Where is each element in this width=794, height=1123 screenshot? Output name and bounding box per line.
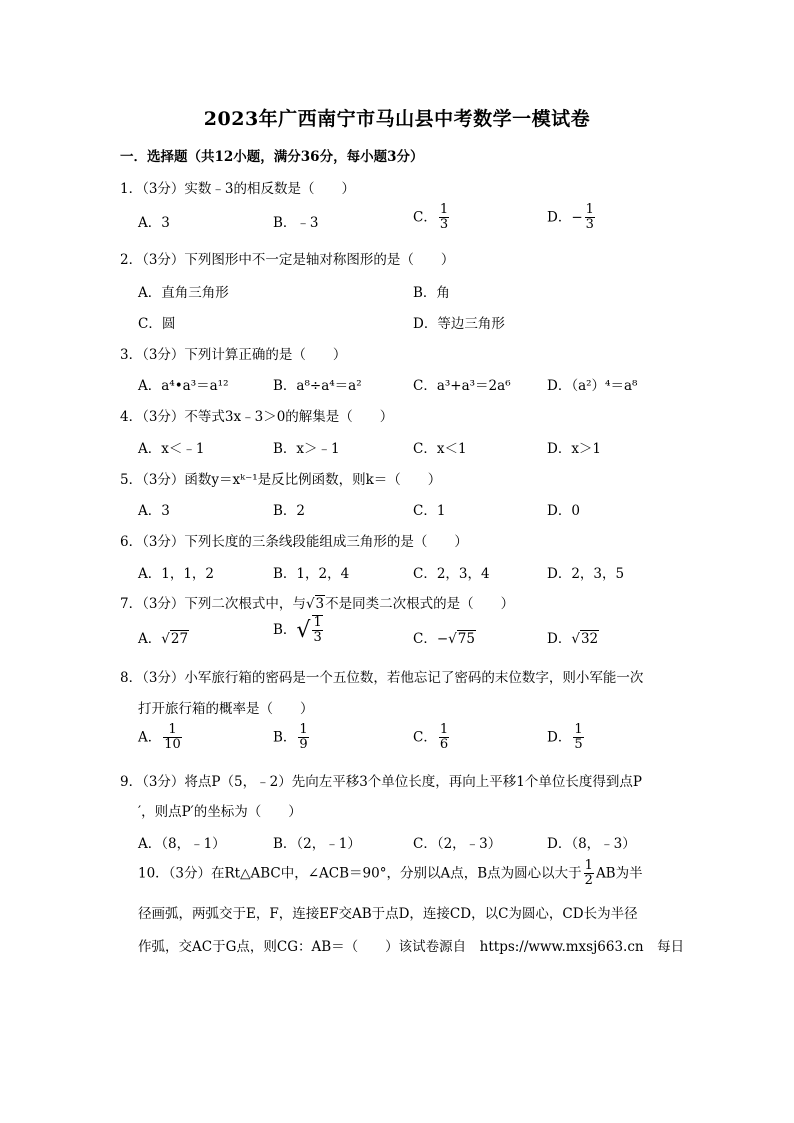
fraction (573, 723, 583, 753)
numerator: 1 (163, 723, 182, 738)
q7-option-c (413, 627, 476, 647)
numerator: 1 (313, 615, 322, 630)
q8-option-a (138, 723, 184, 753)
sqrt-symbol: √ (296, 617, 311, 643)
option-label: B． (273, 729, 297, 746)
sqrt: √32 (571, 631, 599, 647)
denominator: 6 (439, 737, 449, 753)
denominator: 3 (585, 217, 594, 233)
minus-sign: − (571, 209, 583, 226)
radicand: 32 (580, 631, 599, 647)
fraction (439, 203, 449, 233)
numerator: 1 (439, 722, 449, 737)
q4-option-b: B．x＞﹣1 (273, 441, 340, 457)
radicand: 27 (170, 631, 189, 647)
q1-option-d (547, 203, 597, 233)
q9-option-b: B．（2，﹣1） (273, 836, 361, 852)
q8-option-c (413, 723, 451, 753)
q8-option-b (273, 723, 311, 753)
option-label: C． (413, 729, 437, 746)
option-label: C． (413, 209, 437, 226)
numerator: 1 (585, 202, 594, 217)
fraction (163, 723, 182, 753)
option-label: A． (138, 631, 162, 647)
question-3-stem: 3．（3分）下列计算正确的是（ ） (120, 347, 347, 363)
fraction (584, 859, 594, 889)
page-title: 2023年广西南宁市马山县中考数学一模试卷 (203, 108, 591, 130)
question-9-line-1: 9．（3分）将点P（5，﹣2）先向左平移3个单位长度，再向上平移1个单位长度得到点P (120, 774, 642, 790)
numerator: 1 (299, 722, 308, 737)
fraction (312, 615, 322, 646)
option-label: B． (273, 621, 297, 638)
option-label: D． (547, 631, 572, 647)
question-4-stem: 4．（3分）不等式3x﹣3＞0的解集是（ ） (120, 409, 394, 425)
radicand: 3 (315, 596, 325, 612)
denominator: 3 (313, 630, 322, 646)
q3-option-b: B．a⁸÷a⁴＝a² (273, 378, 362, 394)
denominator: 9 (299, 737, 308, 753)
q7-option-b (273, 615, 325, 646)
q4-option-c: C．x＜1 (413, 441, 467, 457)
sqrt: √27 (161, 631, 189, 647)
q3-option-c: C．a³+a³＝2a⁶ (413, 378, 511, 394)
q7-option-d (547, 627, 599, 647)
option-label: D． (547, 209, 572, 226)
section-heading: 一．选择题（共12小题，满分36分，每小题3分） (120, 149, 424, 165)
q7-option-a (138, 627, 189, 647)
denominator: 5 (574, 737, 583, 753)
q9-option-c: C．（2，﹣3） (413, 836, 502, 852)
question-8-line-2: 打开旅行箱的概率是（ ） (138, 701, 314, 717)
option-label: A． (138, 729, 162, 746)
numerator: 1 (584, 858, 593, 873)
question-9-line-2: ′，则点P′的坐标为（ ） (138, 804, 302, 820)
q6-option-d: D．2，3，5 (547, 566, 625, 582)
denominator: 3 (439, 217, 449, 233)
q8-option-d (547, 723, 586, 753)
fraction (298, 723, 308, 753)
q9-option-a: A．（8，﹣1） (138, 836, 226, 852)
question-10-line-1 (138, 859, 643, 889)
q2-option-b: B．角 (413, 285, 450, 301)
q2-option-c: C．圆 (138, 316, 176, 332)
question-6-stem: 6．（3分）下列长度的三条线段能组成三角形的是（ ） (120, 534, 468, 550)
sqrt: √3 (305, 596, 325, 612)
numerator: 1 (574, 722, 583, 737)
sqrt: √75 (448, 631, 475, 647)
question-2-stem: 2．（3分）下列图形中不一定是轴对称图形的是（ ） (120, 252, 455, 268)
q4-option-a: A．x＜﹣1 (138, 441, 205, 457)
q6-option-c: C．2，3，4 (413, 566, 490, 582)
denominator: 2 (584, 873, 593, 889)
q6-option-b: B．1，2，4 (273, 566, 350, 582)
q5-option-d: D．0 (547, 503, 580, 519)
stem-text: 7．（3分）下列二次根式中，与 (120, 596, 306, 612)
option-label: C． (413, 631, 437, 647)
denominator: 10 (164, 737, 181, 753)
question-8-line-1: 8．（3分）小军旅行箱的密码是一个五位数，若他忘记了密码的末位数字，则小军能一次 (120, 670, 644, 686)
q2-option-d: D．等边三角形 (413, 316, 505, 332)
q1-option-a: A．3 (138, 215, 170, 231)
option-label: D． (547, 729, 572, 746)
q3-option-d: D．（a²）⁴＝a⁸ (547, 378, 638, 394)
q2-option-a: A．直角三角形 (138, 285, 229, 301)
q5-option-a: A．3 (138, 503, 170, 519)
question-7-stem (120, 592, 514, 612)
q1-option-c (413, 203, 451, 233)
numerator: 1 (439, 202, 449, 217)
q3-option-a: A．a⁴•a³＝a¹² (138, 378, 229, 394)
question-1-stem: 1．（3分）实数﹣3的相反数是（ ） (120, 181, 356, 197)
q9-option-d: D．（8，﹣3） (547, 836, 636, 852)
q5-option-c: C．1 (413, 503, 446, 519)
q4-option-d: D．x＞1 (547, 441, 602, 457)
fraction (585, 203, 595, 233)
q5-option-b: B．2 (273, 503, 306, 519)
question-10-line-2: 径画弧，两弧交于E，F，连接EF交AB于点D，连接CD，以C为圆心，CD长为半径 (138, 906, 638, 922)
radicand: 75 (457, 631, 475, 647)
minus-sign: − (436, 631, 449, 647)
fraction (439, 723, 449, 753)
q1-option-b: B．﹣3 (273, 215, 319, 231)
question-5-stem: 5．（3分）函数y＝xᵏ⁻¹是反比例函数，则k＝（ ） (120, 472, 442, 488)
q6-option-a: A．1，1，2 (138, 566, 215, 582)
stem-text: AB为半 (595, 865, 643, 882)
question-10-line-3: 作弧，交AC于G点，则CG：AB＝（ ）该试卷源自 https://www.mxsj663.cn 每日 (138, 939, 685, 955)
stem-text: 不是同类二次根式的是（ ） (325, 596, 515, 612)
stem-text: 10．（3分）在Rt△ABC中，∠ACB＝90°，分别以A点，B点为圆心以大于 (138, 865, 582, 882)
